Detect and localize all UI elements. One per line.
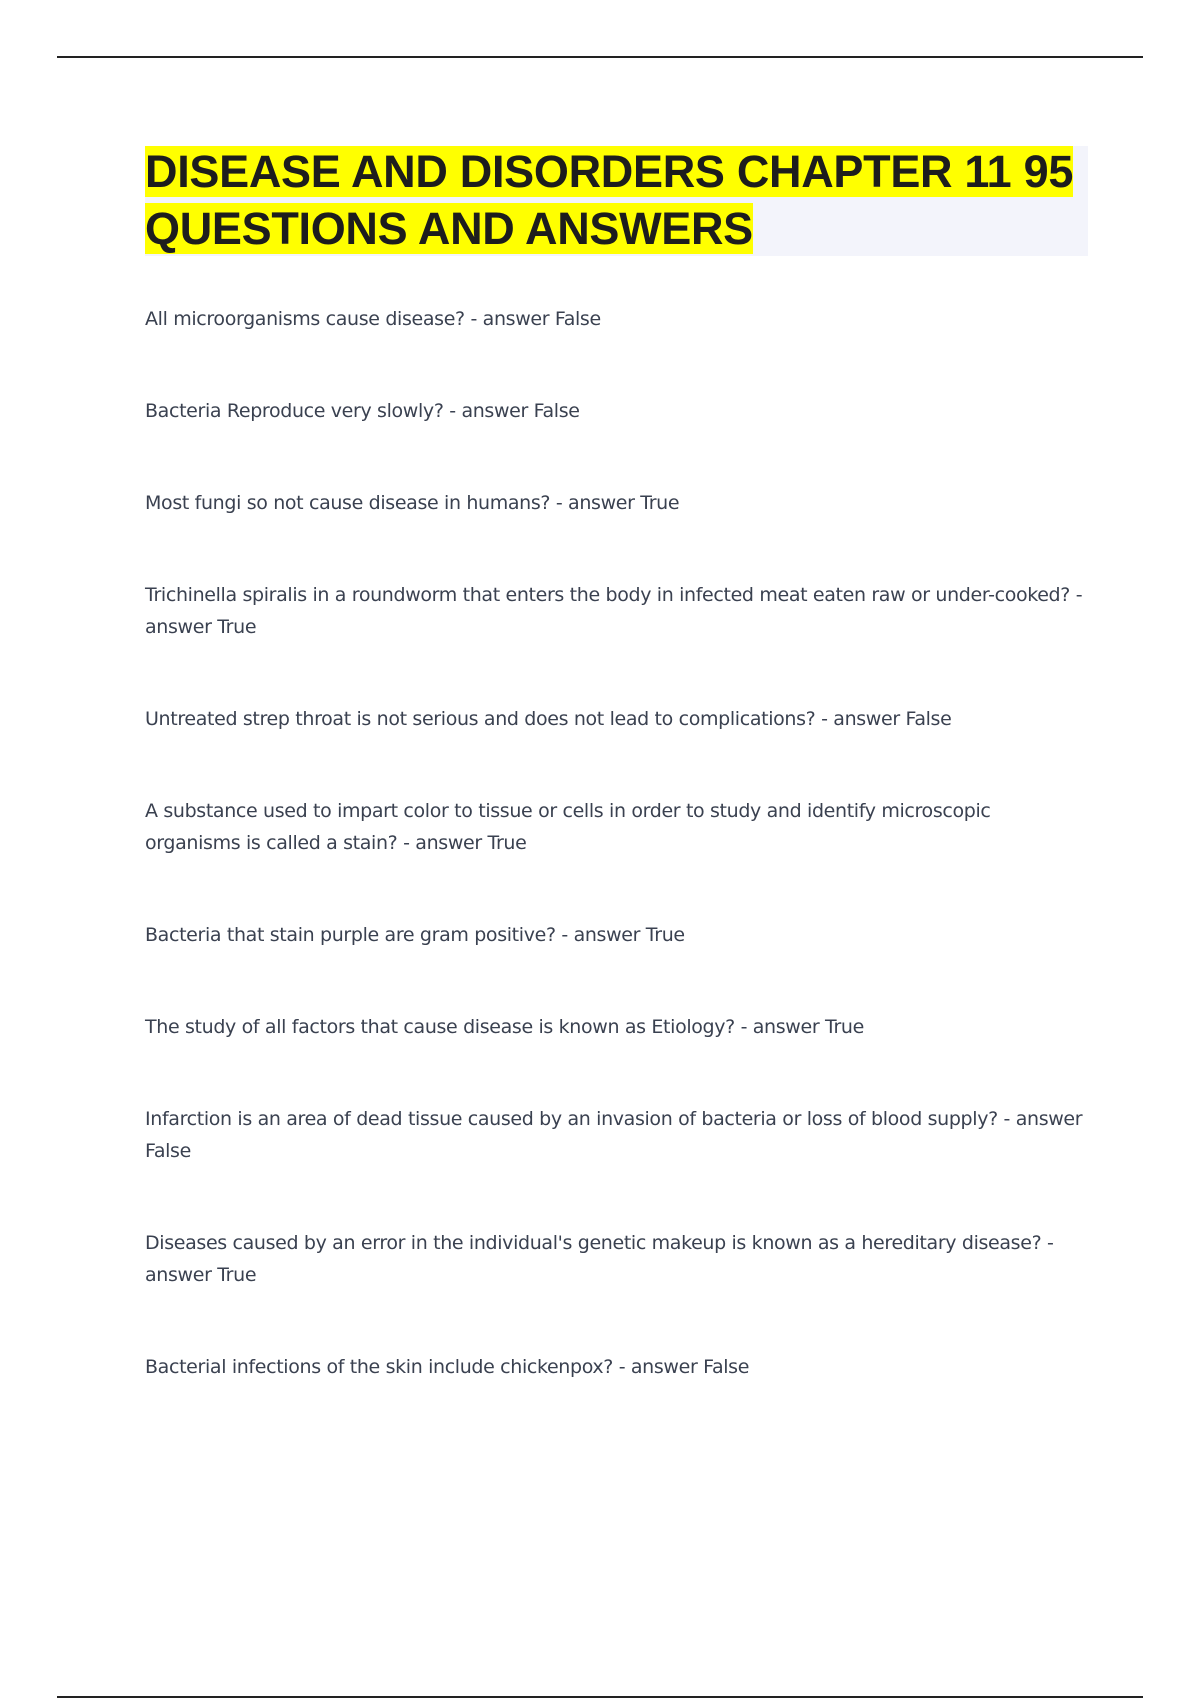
qa-item: Untreated strep throat is not serious and does not lead to complications? - answer False xyxy=(145,708,952,730)
qa-item: A substance used to impart color to tissue or cells in order to study and identify microscopic organisms is called a stain? - answer True xyxy=(145,800,991,854)
qa-item: Bacterial infections of the skin include chickenpox? - answer False xyxy=(145,1356,750,1378)
qa-item: Diseases caused by an error in the individual's genetic makeup is known as a hereditary disease? - answer True xyxy=(145,1232,1054,1286)
qa-item: Trichinella spiralis in a roundworm that enters the body in infected meat eaten raw or under-cooked? - answer True xyxy=(145,584,1083,638)
qa-item: Infarction is an area of dead tissue caused by an invasion of bacteria or loss of blood supply? - answer False xyxy=(145,1108,1083,1162)
qa-item: The study of all factors that cause disease is known as Etiology? - answer True xyxy=(145,1016,864,1038)
qa-item: All microorganisms cause disease? - answer False xyxy=(145,308,601,330)
bottom-rule xyxy=(57,1696,1143,1698)
qa-item: Bacteria that stain purple are gram positive? - answer True xyxy=(145,924,685,946)
title-block xyxy=(145,143,1088,257)
qa-item: Bacteria Reproduce very slowly? - answer False xyxy=(145,400,580,422)
document-title xyxy=(145,143,1088,257)
document-title-text: DISEASE AND DISORDERS CHAPTER 11 95 QUESTIONS AND ANSWERS xyxy=(145,146,1074,254)
qa-list xyxy=(145,303,1090,1383)
document-body xyxy=(145,143,1090,1443)
top-rule xyxy=(57,56,1143,58)
qa-item: Most fungi so not cause disease in humans? - answer True xyxy=(145,492,680,514)
